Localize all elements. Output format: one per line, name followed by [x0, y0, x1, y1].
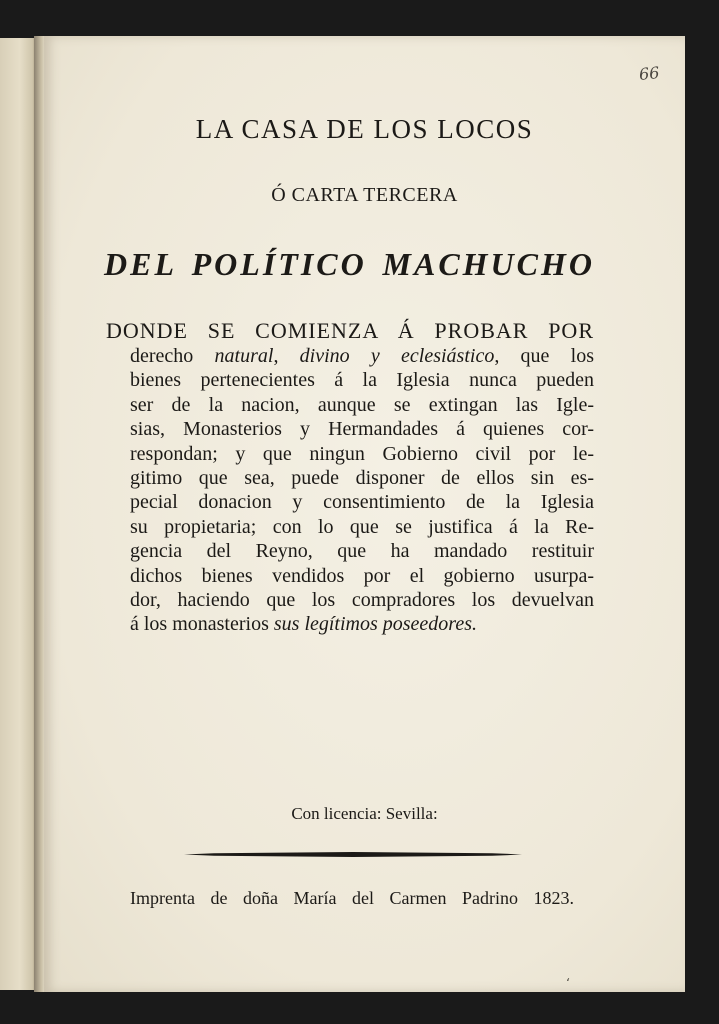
folio-number: 66 — [637, 62, 660, 85]
italic-word: y — [349, 345, 402, 367]
description-paragraph — [106, 318, 594, 637]
body-text-fragment: , — [273, 345, 300, 367]
body-text-fragment: , que los — [494, 345, 595, 367]
body-line: bienes pertenecientes á la Iglesia nunca pueden — [130, 369, 594, 392]
license-line: Con licencia: Sevilla: — [291, 804, 438, 823]
page-subtitle: Ó CARTA TERCERA — [271, 184, 458, 206]
body-line: respondan; y que ningun Gobierno civil por le- — [130, 442, 594, 465]
body-line: dor, haciendo que los compradores los devuelvan — [130, 589, 594, 612]
imprint-line: Imprenta de doña María del Carmen Padrino 1823. — [130, 888, 574, 908]
facing-page-edge — [0, 38, 36, 990]
body-line: su propietaria; con lo que se justifica á la Re- — [130, 515, 594, 538]
ink-speck: ‘ — [566, 976, 570, 990]
body-line: gitimo que sea, puede disponer de ellos sin es- — [130, 467, 594, 490]
body-line — [106, 344, 594, 368]
main-heading: DEL POLÍTICO MACHUCHO — [104, 246, 595, 282]
page-title: LA CASA DE LOS LOCOS — [195, 114, 534, 144]
body-line — [106, 612, 594, 636]
body-line: pecial donacion y consentimiento de la Iglesia — [130, 491, 594, 514]
ornamental-rule — [184, 852, 522, 857]
italic-word: eclesiástico — [401, 345, 495, 367]
body-text-fragment: á los monasterios — [130, 613, 274, 636]
body-line: ser de la nacion, aunque se extingan las Igle- — [130, 393, 594, 416]
title-page — [44, 36, 685, 992]
body-line: gencia del Reyno, que ha mandado restituir — [130, 540, 594, 563]
italic-word: divino — [299, 345, 350, 367]
body-text-fragment: derecho — [130, 345, 215, 367]
body-line: sias, Monasterios y Hermandades á quienes cor- — [130, 418, 594, 441]
body-line: dichos bienes vendidos por el gobierno usurpa- — [130, 564, 594, 587]
body-line: DONDE SE COMIENZA Á PROBAR POR — [106, 318, 594, 343]
italic-phrase: sus legítimos poseedores. — [273, 613, 478, 636]
italic-word: natural — [214, 345, 274, 367]
